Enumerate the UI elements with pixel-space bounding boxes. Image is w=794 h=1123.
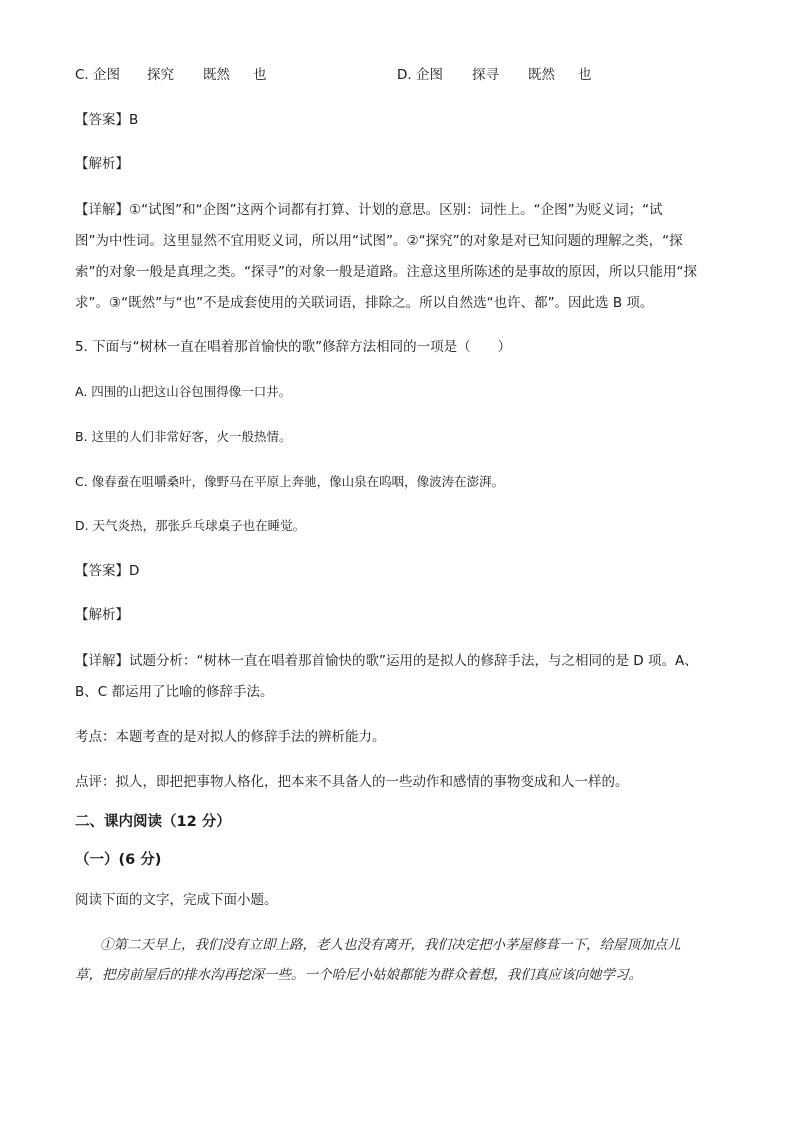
q5-answer: 【答案】D bbox=[75, 563, 140, 579]
q4-detail-line: 【详解】①“试图”和“企图”这两个词都有打算、计划的意思。区别：词性上。“企图”为贬义词；“试 bbox=[75, 202, 663, 218]
section-2-title: 二、课内阅读（12 分） bbox=[75, 814, 231, 830]
q4-answer: 【答案】B bbox=[75, 112, 139, 128]
passage-line: 草，把房前屋后的排水沟再挖深一些。一个哈尼小姑娘都能为群众着想，我们真应该向她学习。 bbox=[75, 967, 642, 983]
option-c-word-4: 也 bbox=[253, 67, 267, 83]
q5-option-a: A. 四围的山把这山谷包围得像一口井。 bbox=[75, 384, 292, 399]
option-c-word-3: 既然 bbox=[203, 67, 230, 83]
option-c-label: C. 企图 bbox=[75, 67, 121, 83]
q5-kaodian: 考点：本题考查的是对拟人的修辞手法的辨析能力。 bbox=[75, 729, 386, 745]
option-c-word-2: 探究 bbox=[147, 67, 174, 83]
q4-detail-line: 索”的对象一般是真理之类。“探寻”的对象一般是道路。注意这里所陈述的是事故的原因，所以只能用“探 bbox=[75, 264, 697, 280]
q4-analysis-heading: 【解析】 bbox=[75, 156, 129, 172]
passage-line: ①第二天早上，我们没有立即上路，老人也没有离开，我们决定把小茅屋修葺一下，给屋顶加点儿 bbox=[100, 937, 681, 953]
q5-option-d: D. 天气炎热，那张乒乓球桌子也在睡觉。 bbox=[75, 518, 306, 533]
section-2-subtitle: （一）(6 分) bbox=[75, 852, 162, 868]
q5-analysis-heading: 【解析】 bbox=[75, 607, 129, 623]
option-d-word-4: 也 bbox=[578, 67, 592, 83]
q4-detail-line: 图”为中性词。这里显然不宜用贬义词，所以用“试图”。②“探究”的对象是对已知问题的理解之类，“探 bbox=[75, 233, 683, 249]
q4-options-cd-row bbox=[75, 65, 715, 85]
q5-dianping: 点评：拟人，即把把事物人格化，把本来不具备人的一些动作和感情的事物变成和人一样的。 bbox=[75, 774, 629, 790]
reading-instruction: 阅读下面的文字，完成下面小题。 bbox=[75, 892, 278, 908]
q5-detail-line: B、C 都运用了比喻的修辞手法。 bbox=[75, 684, 274, 700]
q5-option-b: B. 这里的人们非常好客，火一般热情。 bbox=[75, 429, 292, 444]
option-d-word-3: 既然 bbox=[528, 67, 555, 83]
q5-stem: 5. 下面与“树林一直在唱着那首愉快的歌”修辞方法相同的一项是（ ） bbox=[75, 339, 512, 355]
q5-detail-line: 【详解】试题分析：“树林一直在唱着那首愉快的歌”运用的是拟人的修辞手法，与之相同的是 D 项。A、 bbox=[75, 653, 698, 669]
option-d-label: D. 企图 bbox=[397, 67, 443, 83]
option-d-word-2: 探寻 bbox=[472, 67, 499, 83]
q4-detail-line: 求”。③“既然”与“也”不是成套使用的关联词语，排除之。所以自然选“也许、都”。因此选 B 项。 bbox=[75, 295, 654, 311]
q5-option-c: C. 像春蚕在咀嚼桑叶，像野马在平原上奔驰，像山泉在呜咽，像波涛在澎湃。 bbox=[75, 474, 505, 489]
